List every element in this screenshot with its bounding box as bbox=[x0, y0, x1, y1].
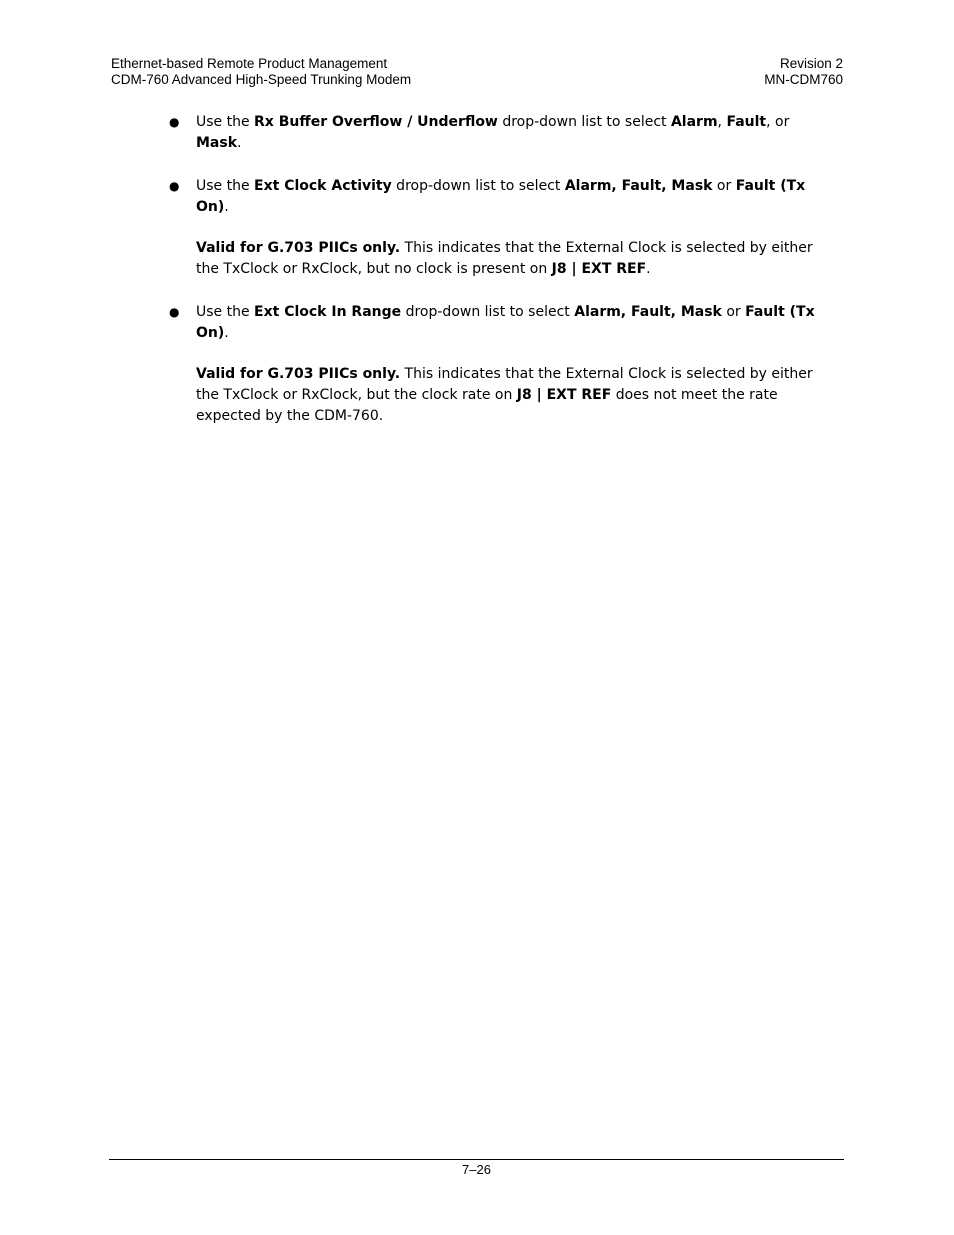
control-name: Ext Clock In Range bbox=[254, 304, 402, 320]
header-product: CDM-760 Advanced High-Speed Trunking Modem bbox=[111, 72, 412, 87]
header-row-2 bbox=[111, 72, 843, 88]
page-header bbox=[111, 56, 843, 88]
header-row-1 bbox=[111, 56, 843, 72]
control-name: Ext Clock Activity bbox=[254, 178, 392, 194]
list-item: ● Use the Ext Clock In Range drop-down list to select Alarm, Fault, Mask or Fault (Tx On). bbox=[169, 304, 815, 341]
note-paragraph: Valid for G.703 PIICs only. This indicates that the External Clock is selected by either the TxClock or RxClock, but no clock is present on J8 | EXT REF. bbox=[196, 240, 813, 277]
control-name: Rx Buffer Overflow / Underflow bbox=[254, 114, 498, 130]
header-manual-number: MN-CDM760 bbox=[764, 72, 843, 87]
page-number: 7–26 bbox=[462, 1162, 491, 1177]
header-revision: Revision 2 bbox=[779, 56, 843, 71]
page-content bbox=[163, 112, 833, 449]
bullet-icon: ● bbox=[169, 305, 180, 319]
header-doc-title: Ethernet-based Remote Product Management bbox=[111, 56, 388, 71]
bullet-icon: ● bbox=[169, 179, 180, 193]
bullet-icon: ● bbox=[169, 115, 180, 129]
note-paragraph: Valid for G.703 PIICs only. This indicates that the External Clock is selected by either the TxClock or RxClock, but the clock rate on J8 | EXT REF does not meet the rate expected by the CDM-760. bbox=[196, 366, 813, 424]
list-item: ● Use the Ext Clock Activity drop-down list to select Alarm, Fault, Mask or Fault (Tx On). bbox=[169, 178, 806, 215]
footer-divider bbox=[109, 1159, 844, 1160]
list-item: ● Use the Rx Buffer Overflow / Underflow drop-down list to select Alarm, Fault, or Mask. bbox=[169, 114, 790, 151]
